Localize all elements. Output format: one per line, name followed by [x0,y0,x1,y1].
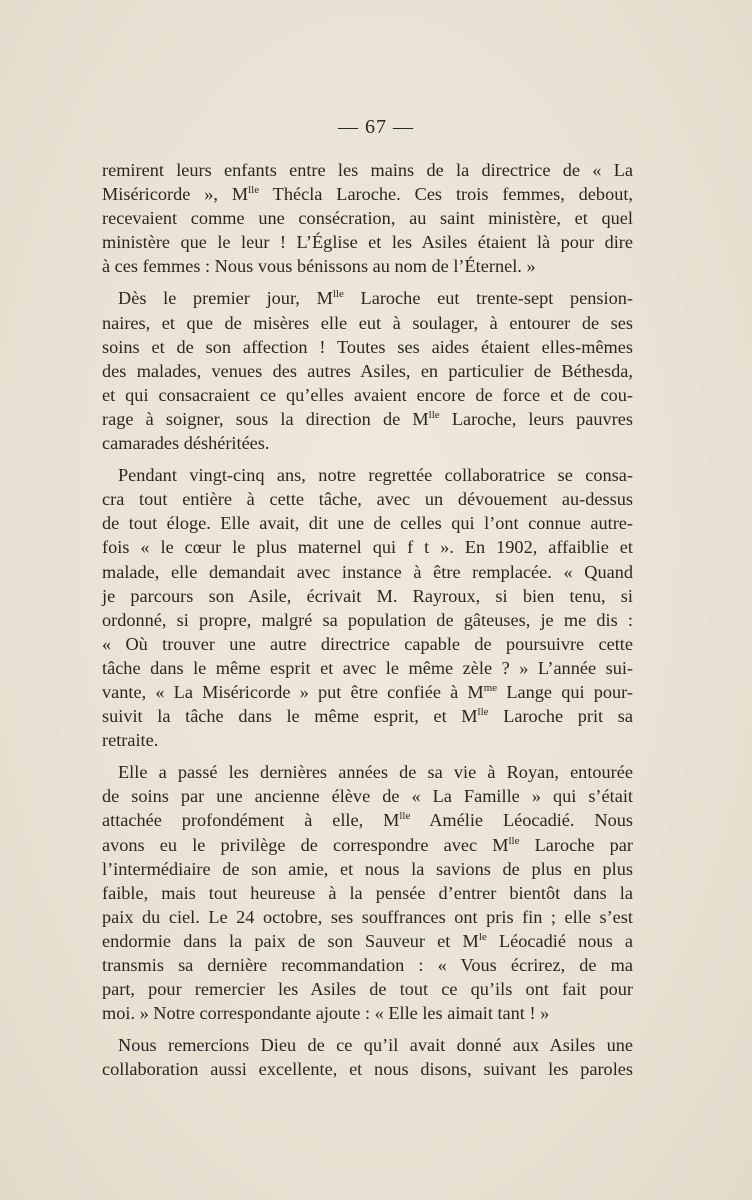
text-line: suivit la tâche dans le même esprit, et $M^{lle}$ Laroche prit sa [102,705,633,727]
superscript-abbrev: me [483,681,498,694]
text-line: soins et de son affection ! Toutes ses aides étaient elles-mêmes [102,336,633,357]
paragraph-gap [102,455,633,463]
text-line: endormie dans la paix de son Sauveur et $M^{le}$ Léocadié nous a [102,930,633,951]
text-line: cra tout entière à cette tâche, avec un dévouement au-dessus [102,489,633,510]
text-line: Pendant vingt-cinq ans, notre regrettée collaboratrice se consa- [118,465,633,486]
text-line: Elle a passé les dernières années de sa vie à Royan, entourée [118,762,633,783]
text-line: part, pour remercier les Asiles de tout ce qu’ils ont fait pour [102,979,633,1000]
text-line: fois « le cœur le plus maternel qui f t ». En 1902, affaiblie et [102,537,633,558]
text-line: collaboration aussi excellente, et nous disons, suivant les paroles [102,1059,633,1080]
paragraph-gap [102,1025,633,1033]
text-line: de tout éloge. Elle avait, dit une de celles qui l’ont connue autre- [102,513,633,534]
text-line: retraite. [102,730,159,751]
text-line: à ces femmes : Nous vous bénissons au nom de l’Éternel. » [102,256,536,277]
text-line: paix du ciel. Le 24 octobre, ses souffrances ont pris fin ; elle s’est [102,906,633,927]
text-line: rage à soigner, sous la direction de $M^{lle}$ Laroche, leurs pauvres [102,408,633,429]
text-line: malade, elle demandait avec instance à être remplacée. « Quand [102,561,633,582]
text-line: l’intermédiaire de son amie, et nous la savions de plus en plus [102,858,633,879]
text-line: vante, « La Miséricorde » put être confiée à $M^{me}$ Lange qui pour- [102,681,633,702]
text-line: transmis sa dernière recommandation : « Vous écrirez, de ma [102,955,633,975]
text-line: faible, mais tout heureuse à la pensée d’entrer bientôt dans la [102,882,633,903]
text-line: moi. » Notre correspondante ajoute : « Elle les aimait tant ! » [102,1003,550,1024]
text-line: Nous remercions Dieu de ce qu’il avait donné aux Asiles une [118,1035,633,1056]
text-line: « Où trouver une autre directrice capable de poursuivre cette [102,633,633,654]
text-line: avons eu le privilège de correspondre avec $M^{lle}$ Laroche par [102,834,633,855]
text-line: Miséricorde », $M^{lle}$ Thécla Laroche. Ces trois femmes, debout, [102,184,633,205]
superscript-abbrev: lle [477,705,489,718]
text-line: et qui consacraient ce qu’elles avaient encore de force et de cou- [102,384,633,405]
body-text [102,158,633,1081]
page-number: — 67 — [338,116,414,138]
superscript-abbrev: lle [248,184,260,196]
text-line: tâche dans le même esprit et avec le même zèle ? » L’année sui- [102,657,633,678]
superscript-abbrev: lle [399,810,411,823]
paragraph [102,286,633,455]
text-line: naires, et que de misères elle eut à soulager, à entourer de ses [102,312,633,333]
paragraph [102,760,633,1025]
text-line: ministère que le leur ! L’Église et les Asiles étaient là pour dire [102,232,633,253]
paragraph [102,158,633,278]
paragraph [102,463,633,752]
text-line: camarades déshéritées. [102,433,270,454]
paragraph-gap [102,752,633,760]
superscript-abbrev: lle [332,288,344,301]
text-line: remirent leurs enfants entre les mains de la directrice de « La [102,160,633,180]
text-line: ordonné, si propre, malgré sa population de gâteuses, je me dis : [102,609,633,630]
superscript-abbrev: le [478,930,487,943]
superscript-abbrev: lle [508,834,520,847]
text-line: des malades, venues des autres Asiles, en particulier de Béthesda, [102,360,633,381]
superscript-abbrev: lle [428,408,440,421]
text-line: attachée profondément à elle, $M^{lle}$ Amélie Léocadié. Nous [102,810,633,831]
text-line: de soins par une ancienne élève de « La Famille » qui s’était [102,786,633,807]
paragraph-gap [102,278,633,286]
text-line: recevaient comme une consécration, au saint ministère, et quel [102,208,633,229]
text-line: je parcours son Asile, écrivait M. Rayroux, si bien tenu, si [102,585,633,606]
paragraph [102,1033,633,1081]
text-line: Dès le premier jour, $M^{lle}$ Laroche eut trente-sept pension- [118,288,633,309]
